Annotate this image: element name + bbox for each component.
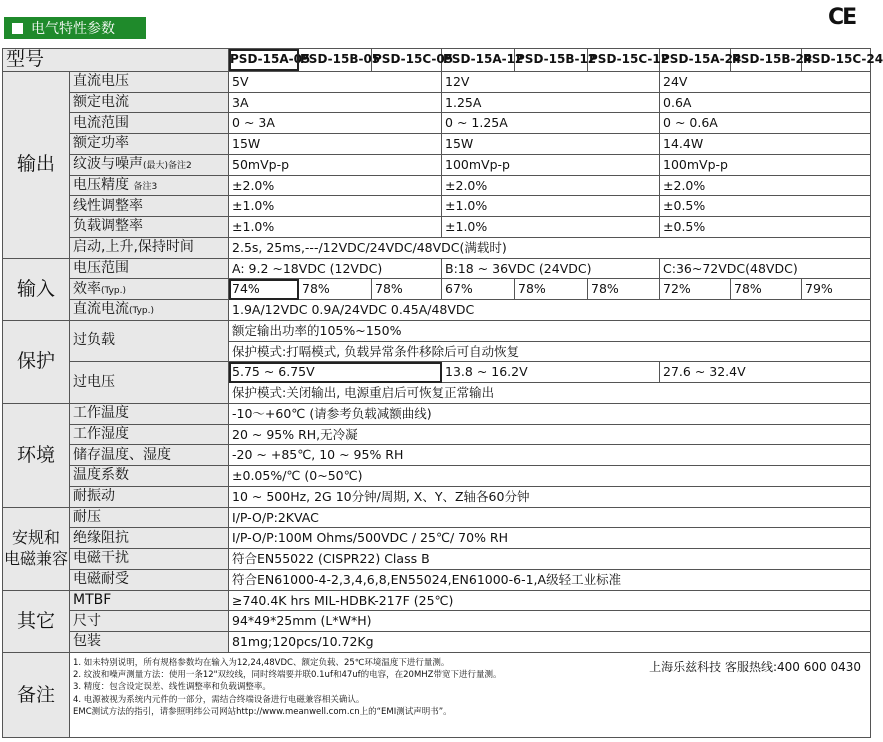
value-5v: 0 ~ 3A	[229, 113, 442, 134]
item-overload: 过负载	[70, 320, 229, 362]
value-vibration: 10 ~ 500Hz, 2G 10分钟/周期, X、Y、Z轴各60分钟	[229, 486, 871, 507]
value-24v: 24V	[660, 71, 871, 92]
model-name: PSD-15A-24	[660, 49, 731, 72]
model-row	[3, 49, 871, 72]
value-24v: 100mVp-p	[660, 154, 871, 175]
item-working-humidity: 工作湿度	[70, 424, 229, 445]
spec-table	[2, 48, 883, 738]
item-dimension: 尺寸	[70, 611, 229, 632]
value-24v: 0 ~ 0.6A	[660, 113, 871, 134]
item-voltage-tolerance	[70, 175, 229, 196]
value-12v: ±1.0%	[442, 196, 660, 217]
efficiency-value: 72%	[660, 279, 731, 300]
value-working-temp: -10～+60℃ (请参考负载减额曲线)	[229, 403, 871, 424]
item-label: 直流电流	[73, 301, 129, 318]
model-name: PSD-15A-12	[442, 49, 515, 72]
model-name: PSD-15A-05	[229, 49, 299, 72]
value-packing: 81mg;120pcs/10.72Kg	[229, 632, 871, 653]
category-line: 安规和	[11, 527, 60, 547]
value-input-c: C:36~72VDC(48VDC)	[660, 258, 871, 279]
efficiency-value: 79%	[802, 279, 871, 300]
value-dc-current: 1.9A/12VDC 0.9A/24VDC 0.45A/48VDC	[229, 300, 871, 321]
item-overvoltage: 过电压	[70, 362, 229, 404]
value-5v: ±1.0%	[229, 196, 442, 217]
value-5v: 3A	[229, 92, 442, 113]
category-protection: 保护	[3, 320, 70, 403]
note-line: 4. 电源被视为系统内元件的一部分，需结合终端设备进行电磁兼容相关确认。	[73, 694, 365, 705]
model-name: PSD-15B-24	[731, 49, 802, 72]
item-input-voltage-range: 电压范围	[70, 258, 229, 279]
category-input: 输入	[3, 258, 70, 320]
value-storage: -20 ~ +85℃, 10 ~ 95% RH	[229, 445, 871, 466]
value-5v: ±1.0%	[229, 217, 442, 238]
value-24v: 0.6A	[660, 92, 871, 113]
note-line: EMC测试方法的指引，请参照明纬公司网站http://www.meanwell.com.cn上的“EMI测试声明书”。	[73, 707, 452, 718]
category-others: 其它	[3, 590, 70, 652]
efficiency-value: 78%	[731, 279, 802, 300]
value-24v: 14.4W	[660, 134, 871, 155]
item-isolation-resistance: 绝缘阻抗	[70, 528, 229, 549]
item-vibration: 耐振动	[70, 486, 229, 507]
item-ems: 电磁耐受	[70, 569, 229, 590]
value-24v: ±2.0%	[660, 175, 871, 196]
value-temp-coefficient: ±0.05%/℃ (0~50℃)	[229, 466, 871, 487]
value-12v: 13.8 ~ 16.2V	[442, 362, 660, 383]
value-12v: ±1.0%	[442, 217, 660, 238]
value-12v: 1.25A	[442, 92, 660, 113]
value-working-humidity: 20 ~ 95% RH,无冷凝	[229, 424, 871, 445]
model-name: PSD-15B-12	[515, 49, 588, 72]
model-name: PSD-15C-05	[372, 49, 442, 72]
category-line: 电磁兼容	[3, 548, 68, 568]
value-24v: ±0.5%	[660, 196, 871, 217]
value-12v: 12V	[442, 71, 660, 92]
efficiency-value: 78%	[515, 279, 588, 300]
value-24v: ±0.5%	[660, 217, 871, 238]
item-note: 备注3	[133, 181, 158, 192]
item-dc-voltage: 直流电压	[70, 71, 229, 92]
item-temp-coefficient: 温度系数	[70, 466, 229, 487]
item-current-range: 电流范围	[70, 113, 229, 134]
value-dimension: 94*49*25mm (L*W*H)	[229, 611, 871, 632]
ce-mark-logo: CE	[828, 5, 856, 30]
value-5v: 50mVp-p	[229, 154, 442, 175]
value-ems: 符合EN61000-4-2,3,4,6,8,EN55024,EN61000-6-1,A级轻工业标准	[229, 569, 871, 590]
hotline-text: 上海乐兹科技 客服热线:400 600 0430	[649, 659, 862, 674]
item-packing: 包装	[70, 632, 229, 653]
value-12v: 0 ~ 1.25A	[442, 113, 660, 134]
efficiency-value: 78%	[299, 279, 372, 300]
value-input-a: A: 9.2 ~18VDC (12VDC)	[229, 258, 442, 279]
value-emi: 符合EN55022 (CISPR22) Class B	[229, 549, 871, 570]
item-ripple-noise	[70, 154, 229, 175]
efficiency-value: 67%	[442, 279, 515, 300]
value-mtbf: ≥740.4K hrs MIL-HDBK-217F (25℃)	[229, 590, 871, 611]
item-setup-time: 启动,上升,保持时间	[70, 237, 229, 258]
efficiency-value: 78%	[372, 279, 442, 300]
value-5v: ±2.0%	[229, 175, 442, 196]
item-load-regulation: 负载调整率	[70, 217, 229, 238]
item-note: (Typ.)	[101, 285, 127, 296]
item-note: (Typ.)	[129, 306, 155, 317]
value-overload-range: 额定输出功率的105%~150%	[229, 320, 871, 341]
item-emi: 电磁干扰	[70, 549, 229, 570]
item-rated-power: 额定功率	[70, 134, 229, 155]
item-mtbf: MTBF	[70, 590, 229, 611]
model-name: PSD-15C-12	[588, 49, 660, 72]
item-line-regulation: 线性调整率	[70, 196, 229, 217]
category-environment: 环境	[3, 403, 70, 507]
model-name: PSD-15B-05	[299, 49, 372, 72]
item-note: (最大)备注2	[143, 161, 192, 171]
value-5v: 5.75 ~ 6.75V	[229, 362, 442, 383]
category-safety-emc	[3, 507, 70, 590]
item-working-temp: 工作温度	[70, 403, 229, 424]
note-line: 1. 如未特别说明，所有规格参数均在输入为12,24,48VDC、额定负载、25℃环境温度下进行量测。	[73, 657, 450, 668]
value-input-b: B:18 ~ 36VDC (24VDC)	[442, 258, 660, 279]
value-24v: 27.6 ~ 32.4V	[660, 362, 871, 383]
section-title: 电气特性参数	[31, 21, 115, 37]
item-label: 纹波与噪声	[73, 156, 143, 172]
note-line: 2. 纹波和噪声测量方法：使用一条12"双绞线，同时终端要并联0.1uf和47uf的电容，在20MHZ带宽下进行量测。	[73, 670, 502, 681]
value-5v: 5V	[229, 71, 442, 92]
item-label: 电压精度	[73, 176, 129, 193]
item-storage: 储存温度、湿度	[70, 445, 229, 466]
value-12v: ±2.0%	[442, 175, 660, 196]
value-overload-mode: 保护模式:打嗝模式, 负载异常条件移除后可自动恢复	[229, 341, 871, 362]
category-notes: 备注	[3, 652, 70, 737]
model-name: PSD-15C-24	[802, 49, 871, 72]
note-line: 3. 精度：包含设定误差、线性调整率和负载调整率。	[73, 682, 271, 693]
item-withstand-voltage: 耐压	[70, 507, 229, 528]
value-12v: 15W	[442, 134, 660, 155]
model-label: 型号	[3, 49, 229, 72]
value-isolation-resistance: I/P-O/P:100M Ohms/500VDC / 25℃/ 70% RH	[229, 528, 871, 549]
value-overvoltage-mode: 保护模式:关闭输出, 电源重启后可恢复正常输出	[229, 383, 871, 404]
square-bullet-icon	[12, 23, 23, 34]
value-withstand-voltage: I/P-O/P:2KVAC	[229, 507, 871, 528]
value-12v: 100mVp-p	[442, 154, 660, 175]
notes-cell	[70, 652, 871, 737]
category-output: 输出	[3, 71, 70, 258]
value-5v: 15W	[229, 134, 442, 155]
item-label: 效率	[73, 280, 101, 297]
efficiency-value: 74%	[229, 279, 299, 300]
value-setup-time: 2.5s, 25ms,---/12VDC/24VDC/48VDC(满载时)	[229, 237, 871, 258]
efficiency-value: 78%	[588, 279, 660, 300]
item-rated-current: 额定电流	[70, 92, 229, 113]
item-efficiency	[70, 279, 229, 300]
section-header	[4, 17, 146, 39]
item-dc-current	[70, 300, 229, 321]
